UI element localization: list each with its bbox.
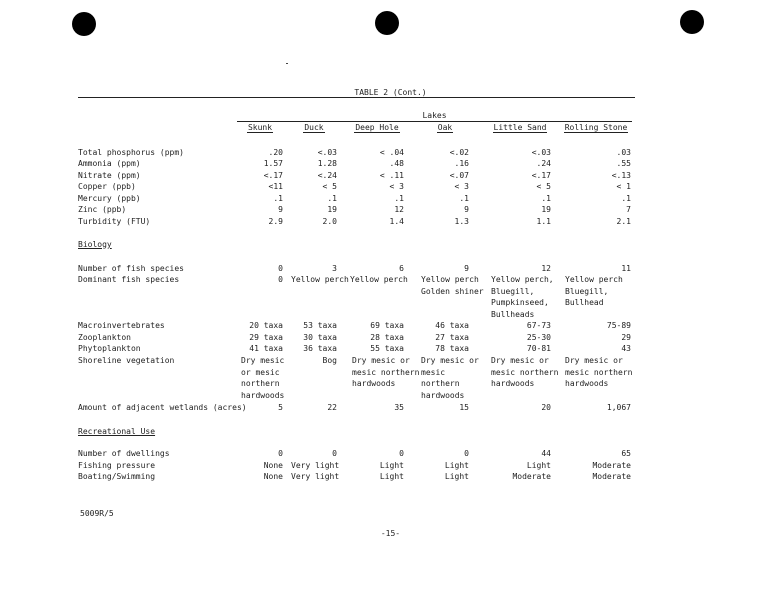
table-cell: 1,067 [606, 403, 631, 412]
table-cell: 65 [621, 449, 631, 458]
table-cell: 3 [332, 264, 337, 273]
table-cell: < 3 [454, 182, 469, 191]
table-cell: Moderate [592, 472, 631, 481]
row-label: Zooplankton [78, 333, 131, 342]
table-cell: Moderate [592, 461, 631, 470]
table-cell: <.07 [449, 171, 469, 180]
table-cell: 53 taxa [303, 321, 337, 330]
table-cell: <.17 [531, 171, 551, 180]
table-cell: .1 [327, 194, 337, 203]
binder-hole-right [680, 10, 704, 34]
table-cell: .24 [536, 159, 551, 168]
row-label: Copper (ppb) [78, 182, 136, 191]
table-cell: 0 [332, 449, 337, 458]
table-cell: 69 taxa [370, 321, 404, 330]
table-cell: 11 [621, 264, 631, 273]
title-rule [78, 97, 635, 98]
column-header-rolling-stone: Rolling Stone [564, 123, 628, 132]
table-cell: Dry mesic or mesic northern hardwoods [241, 356, 285, 400]
table-cell: Light [444, 461, 469, 470]
table-cell: 9 [464, 205, 469, 214]
table-cell: 67-73 [526, 321, 551, 330]
table-cell: 20 [541, 403, 551, 412]
table-cell: 2.9 [268, 217, 283, 226]
table-cell: .55 [616, 159, 631, 168]
speck [286, 63, 288, 64]
row-label: Zinc (ppb) [78, 205, 127, 214]
table-cell: <.24 [317, 171, 337, 180]
table-cell: 12 [541, 264, 551, 273]
table-cell: Moderate [512, 472, 551, 481]
biology-heading: Biology [78, 240, 112, 249]
table-cell: .1 [459, 194, 469, 203]
row-label: Macroinvertebrates [78, 321, 165, 330]
table-cell: 5 [278, 403, 283, 412]
row-label: Total phosphorus (ppm) [78, 148, 184, 157]
table-cell: < 5 [322, 182, 337, 191]
table-cell: 44 [541, 449, 551, 458]
table-cell: < .11 [379, 171, 404, 180]
table-cell: < 1 [616, 182, 631, 191]
table-cell: 36 taxa [303, 344, 337, 353]
table-cell: < 5 [536, 182, 551, 191]
table-title: TABLE 2 (Cont.) [354, 88, 427, 97]
table-cell: Yellow perch [350, 275, 408, 284]
column-header-little-sand: Little Sand [493, 123, 547, 132]
row-label: Amount of adjacent wetlands (acres) [78, 403, 247, 412]
table-cell: Light [379, 472, 404, 481]
table-cell: Dry mesic or mesic northern hardwoods [352, 356, 420, 388]
table-cell: Light [379, 461, 404, 470]
table-cell: <.03 [531, 148, 551, 157]
lakes-group-rule [237, 121, 632, 122]
table-cell: 1.57 [263, 159, 283, 168]
binder-hole-center [375, 11, 399, 35]
table-cell: Bog [322, 356, 337, 365]
column-header-oak: Oak [437, 123, 453, 132]
table-cell: .1 [621, 194, 631, 203]
table-cell: Yellow perch [291, 275, 349, 284]
table-cell: 41 taxa [249, 344, 283, 353]
table-cell: 35 [394, 403, 404, 412]
table-cell: 75-89 [606, 321, 631, 330]
table-cell: 6 [399, 264, 404, 273]
table-cell: 19 [541, 205, 551, 214]
table-cell: None [263, 461, 283, 470]
table-cell: .16 [454, 159, 469, 168]
table-cell: 0 [464, 449, 469, 458]
table-cell: 70-81 [526, 344, 551, 353]
table-cell: 0 [278, 264, 283, 273]
table-cell: Yellow perch Golden shiner [421, 275, 484, 296]
table-cell: 1.3 [454, 217, 469, 226]
table-cell: 25-30 [526, 333, 551, 342]
table-cell: 2.1 [616, 217, 631, 226]
table-cell: 28 taxa [370, 333, 404, 342]
table-cell: <.02 [449, 148, 469, 157]
row-label: Dominant fish species [78, 275, 180, 284]
binder-hole-left [72, 12, 96, 36]
table-cell: < 3 [389, 182, 404, 191]
table-cell: 19 [327, 205, 337, 214]
row-label: Boating/Swimming [78, 472, 156, 481]
table-cell: 43 [621, 344, 631, 353]
table-cell: Yellow perch Bluegill, Bullhead [565, 275, 623, 307]
table-cell: Light [444, 472, 469, 481]
table-cell: 29 [621, 333, 631, 342]
document-code: 5009R/5 [80, 509, 114, 518]
column-header-deep-hole: Deep Hole [355, 123, 399, 132]
table-cell: Light [526, 461, 551, 470]
table-cell: 46 taxa [435, 321, 469, 330]
table-cell: .1 [273, 194, 283, 203]
table-cell: .1 [394, 194, 404, 203]
table-cell: .03 [616, 148, 631, 157]
table-cell: <.13 [611, 171, 631, 180]
row-label: Number of dwellings [78, 449, 170, 458]
row-label: Fishing pressure [78, 461, 156, 470]
table-cell: 29 taxa [249, 333, 283, 342]
recreation-heading: Recreational Use [78, 427, 156, 436]
table-cell: 78 taxa [435, 344, 469, 353]
table-cell: Yellow perch, Bluegill, Pumpkinseed, Bullheads [491, 275, 554, 319]
table-cell: 30 taxa [303, 333, 337, 342]
table-cell: 2.0 [322, 217, 337, 226]
lakes-group-header: Lakes [422, 111, 447, 120]
table-cell: 1.4 [389, 217, 404, 226]
table-cell: .20 [268, 148, 283, 157]
table-cell: <.03 [317, 148, 337, 157]
table-cell: 0 [399, 449, 404, 458]
table-cell: Very light [291, 461, 340, 470]
table-cell: 9 [464, 264, 469, 273]
table-cell: Dry mesic or mesic northern hardwoods [421, 356, 479, 400]
table-cell: 0 [278, 275, 283, 284]
table-cell: 1.1 [536, 217, 551, 226]
table-cell: 0 [278, 449, 283, 458]
column-header-skunk: Skunk [247, 123, 273, 132]
table-cell: < .04 [379, 148, 404, 157]
table-cell: Very light [291, 472, 340, 481]
row-label: Phytoplankton [78, 344, 141, 353]
table-cell: 9 [278, 205, 283, 214]
table-cell: 15 [459, 403, 469, 412]
table-cell: 7 [626, 205, 631, 214]
column-header-duck: Duck [304, 123, 324, 132]
page-number: -15- [380, 529, 401, 538]
table-cell: 12 [394, 205, 404, 214]
row-label: Nitrate (ppm) [78, 171, 141, 180]
row-label: Shoreline vegetation [78, 356, 175, 365]
table-cell: 55 taxa [370, 344, 404, 353]
row-label: Mercury (ppb) [78, 194, 141, 203]
table-cell: .48 [389, 159, 404, 168]
table-cell: 22 [327, 403, 337, 412]
table-cell: .1 [541, 194, 551, 203]
table-cell: Dry mesic or mesic northern hardwoods [491, 356, 559, 388]
table-cell: None [263, 472, 283, 481]
table-cell: 20 taxa [249, 321, 283, 330]
table-cell: 1.28 [317, 159, 337, 168]
row-label: Turbidity (FTU) [78, 217, 151, 226]
row-label: Ammonia (ppm) [78, 159, 141, 168]
table-cell: Dry mesic or mesic northern hardwoods [565, 356, 633, 388]
table-cell: <11 [268, 182, 283, 191]
table-cell: 27 taxa [435, 333, 469, 342]
table-cell: <.17 [263, 171, 283, 180]
row-label: Number of fish species [78, 264, 184, 273]
